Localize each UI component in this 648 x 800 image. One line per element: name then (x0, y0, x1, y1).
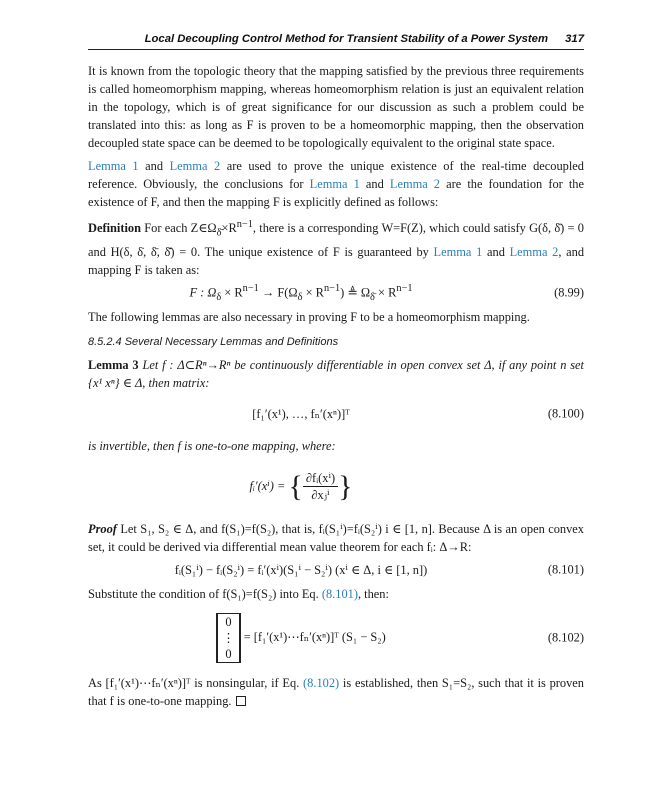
link-lemma-1[interactable]: Lemma 1 (309, 177, 360, 191)
equation-8-100 (88, 394, 584, 434)
equation-number: (8.101) (547, 562, 584, 577)
equation-derivative: fᵢ′(xⁱ) = { $\frac{\text{∂fᵢ(xⁱ)}}{\text{∂xⱼⁱ}}$ } (249, 469, 353, 503)
lemma-3-label: Lemma 3 (88, 357, 139, 372)
paragraph-conclusion: As [f₁′(x¹)⋯fₙ′(xⁿ)]ᵀ is nonsingular, if Eq. (8.102) is established, then S₁=S₂, such that it is proven that f is one-to-one mapping. (88, 675, 584, 708)
zero-vector: 0 ⋮ 0 (216, 613, 240, 663)
link-lemma-1[interactable]: Lemma 1 (433, 244, 483, 259)
equation-8-101-expression: fᵢ(S₁ⁱ) − fᵢ(S₂ⁱ) = fᵢ′(xⁱ)(S₁ⁱ − S₂ⁱ) (xⁱ ∈ Δ, i ∈ [1, n]) (174, 562, 428, 577)
link-lemma-2[interactable]: Lemma 2 (389, 177, 441, 191)
running-header (88, 31, 584, 51)
link-lemma-1[interactable]: Lemma 1 (88, 159, 139, 173)
proof-paragraph (88, 520, 584, 556)
equation-number: (8.102) (547, 630, 584, 645)
equation-8-100-expression: [f₁′(x¹), …, fₙ′(xⁿ)]ᵀ (252, 406, 350, 421)
equation-8-102 (88, 605, 584, 671)
header-rule (88, 49, 584, 50)
proof-label: Proof (88, 521, 117, 536)
definition-paragraph: Definition For each $Z\in\Omega_{\deltā}\times R^{n-1}$, there is a corresponding W=F(Z), which could satisfy G(δ, δ̄) = 0 and H(δ, δ̇, δ̄, δ̄̇) = 0. The unique existence of F is guaranteed by Lemma 1 and Lemma 2, and mapping F is taken as: (88, 219, 585, 277)
page-number: 317 (565, 33, 584, 45)
derivative-lhs: fᵢ′(xⁱ) = (249, 478, 286, 493)
equation-8-99-expression: F : $\Omega_\delta \times R^{n-1} \to F(\Omega_\delta \times R^{n-1})$ ≜ $\Omega_{\deltā} \times R^{n-1}$ (189, 282, 413, 303)
proof-text: Let S₁, S₂ ∈ Δ, and f(S₁)=f(S₂), that is, fᵢ(S₁ⁱ)=fᵢ(S₂ⁱ) i ∈ [1, n]. Because Δ is an open convex set, it could be derived via differential mean value theorem for each fᵢ: Δ→R: (88, 521, 584, 554)
derivative-fraction: $\frac{\text{∂fᵢ(xⁱ)}}{\text{∂xⱼⁱ}}$ (303, 470, 338, 503)
paragraph-lemma-references: Lemma 1 and Lemma 2 are used to prove the unique existence of the real-time decoupled reference. Obviously, the conclusions for Lemma 1 and Lemma 2 are the foundation for the existence of F, and then the mapping F is explicitly defined as follows: (88, 159, 585, 209)
equation-8-99 (88, 281, 584, 305)
equation-number: (8.100) (547, 406, 584, 421)
link-lemma-2[interactable]: Lemma 2 (169, 159, 221, 173)
qed-square-icon (236, 696, 246, 706)
definition-label: Definition (88, 221, 142, 236)
link-equation-8-101[interactable]: (8.101) (321, 586, 358, 601)
equation-8-101 (88, 558, 584, 582)
paragraph-homeomorphism: It is known from the topologic theory that the mapping satisfied by the previous three requirements is called homeomorphism mapping, whereas homeomorphism relation is just an equivalent relation in the topology, which is of great significance for our discussion as such a problem could be translated into this: as long as F is proven to be a homeomorphic mapping, then the observation decoupled state space can be deemed to be topologically equivalent to the original state space. (88, 64, 584, 150)
link-equation-8-102[interactable]: (8.102) (303, 675, 340, 690)
running-title: Local Decoupling Control Method for Transient Stability of a Power System (144, 33, 548, 45)
equation-number: (8.99) (554, 285, 584, 300)
lemma-3 (88, 356, 584, 392)
paragraph-substitute: Substitute the condition of f(S₁)=f(S₂) into Eq. (8.101), then: (88, 586, 389, 601)
equation-8-102-rhs: = [f₁′(x¹)⋯fₙ′(xⁿ)]ᵀ (S₁ − S₂) (243, 629, 386, 644)
paragraph-following-lemmas: The following lemmas are also necessary in proving F to be a homeomorphism mapping. (88, 309, 530, 324)
link-lemma-2[interactable]: Lemma 2 (509, 244, 559, 259)
paragraph-invertible: is invertible, then f is one-to-one mapping, where: (88, 438, 336, 453)
lemma-3-text: Let f : Δ⊂Rⁿ→Rⁿ be continuously differentiable in open convex set Δ, if any point n set {x¹ xⁿ} ∈ Δ, then matrix: (88, 357, 584, 390)
page-body (88, 62, 584, 710)
subsection-heading: 8.5.2.4 Several Necessary Lemmas and Definitions (88, 335, 339, 348)
